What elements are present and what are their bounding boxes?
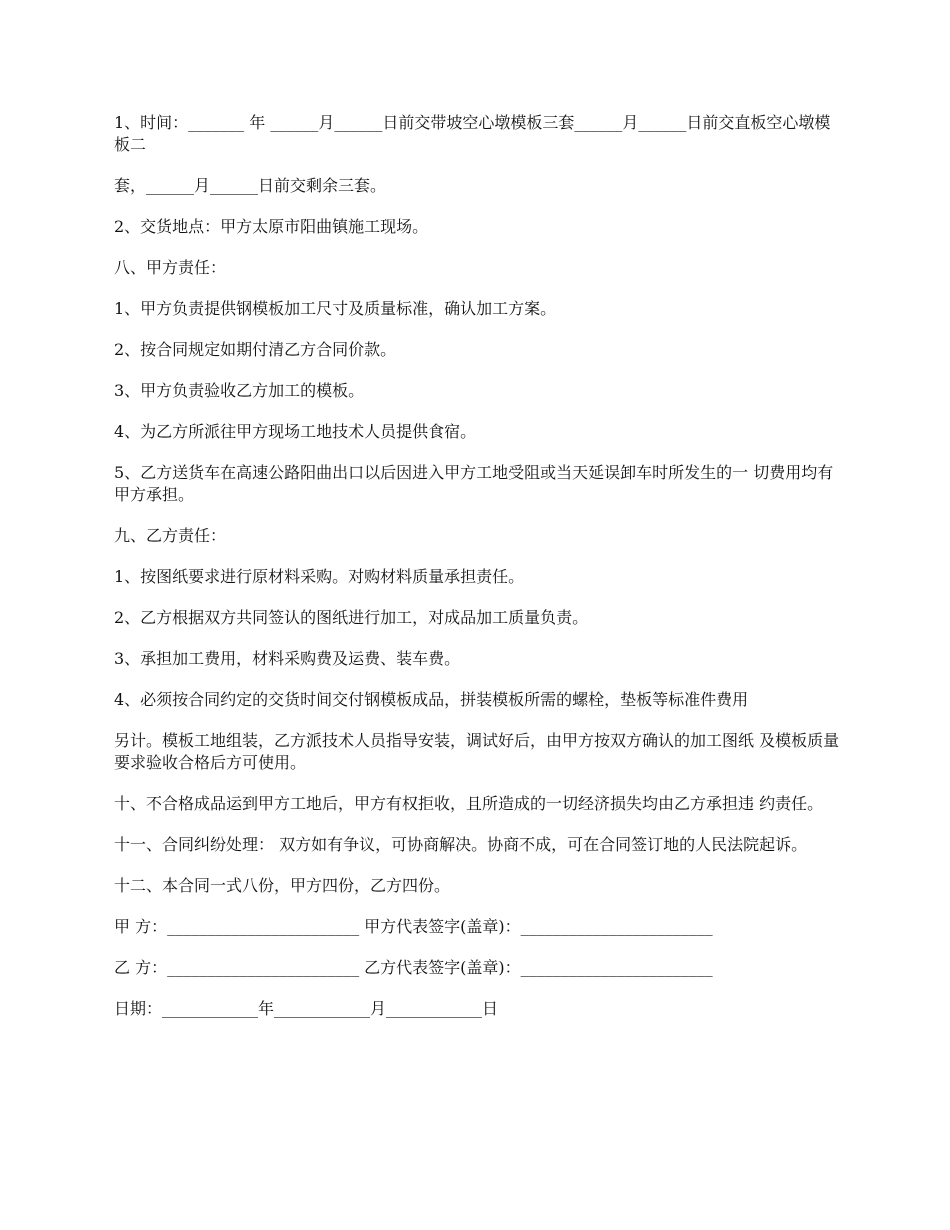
delivery-location-clause: 2、交货地点：甲方太原市阳曲镇施工现场。	[114, 217, 429, 236]
section-heading-party-b: 九、乙方责任：	[114, 526, 227, 545]
party-a-clause-2: 2、按合同规定如期付清乙方合同价款。	[114, 340, 397, 359]
section-ten-clause: 十、不合格成品运到甲方工地后，甲方有权拒收，且所造成的一切经济损失均由乙方承担违 约责任。	[114, 794, 824, 813]
party-a-signature-line: 甲 方：________________________ 甲方代表签字(盖章)：________________________	[114, 917, 713, 936]
party-b-clause-2: 2、乙方根据双方共同签认的图纸进行加工，对成品加工质量负责。	[114, 608, 589, 627]
section-eleven-clause: 十一、合同纠纷处理： 双方如有争议，可协商解决。协商不成，可在合同签订地的人民法院起诉。	[114, 835, 808, 854]
party-b-clause-4: 4、必须按合同约定的交货时间交付钢模板成品，拼装模板所需的螺栓，垫板等标准件费用	[114, 690, 749, 709]
party-b-clause-4-continued: 另计。模板工地组装，乙方派技术人员指导安装，调试好后，由甲方按双方确认的加工图纸 及模板质量要求验收合格后方可使用。	[114, 731, 840, 772]
party-b-signature-line: 乙 方：________________________ 乙方代表签字(盖章)：________________________	[114, 958, 713, 977]
party-a-clause-3: 3、甲方负责验收乙方加工的模板。	[114, 381, 365, 400]
section-heading-party-a: 八、甲方责任：	[114, 258, 227, 277]
party-a-clause-4: 4、为乙方所派往甲方现场工地技术人员提供食宿。	[114, 422, 477, 441]
party-b-clause-1: 1、按图纸要求进行原材料采购。对购材料质量承担责任。	[114, 567, 525, 586]
delivery-time-clause: 1、时间：_______ 年 ______月______日前交带坡空心墩模板三套______月______日前交直板空心墩模板二	[114, 113, 831, 154]
party-a-clause-5: 5、乙方送货车在高速公路阳曲出口以后因进入甲方工地受阻或当天延误卸车时所发生的一 切费用均有甲方承担。	[114, 463, 834, 504]
delivery-time-clause-continued: 套，______月______日前交剩余三套。	[114, 176, 387, 195]
section-twelve-clause: 十二、本合同一式八份，甲方四份，乙方四份。	[114, 876, 451, 895]
document-body	[114, 112, 840, 1039]
date-line: 日期：____________年____________月____________日	[114, 999, 499, 1018]
party-b-clause-3: 3、承担加工费用，材料采购费及运费、装车费。	[114, 649, 461, 668]
party-a-clause-1: 1、甲方负责提供钢模板加工尺寸及质量标准，确认加工方案。	[114, 299, 557, 318]
